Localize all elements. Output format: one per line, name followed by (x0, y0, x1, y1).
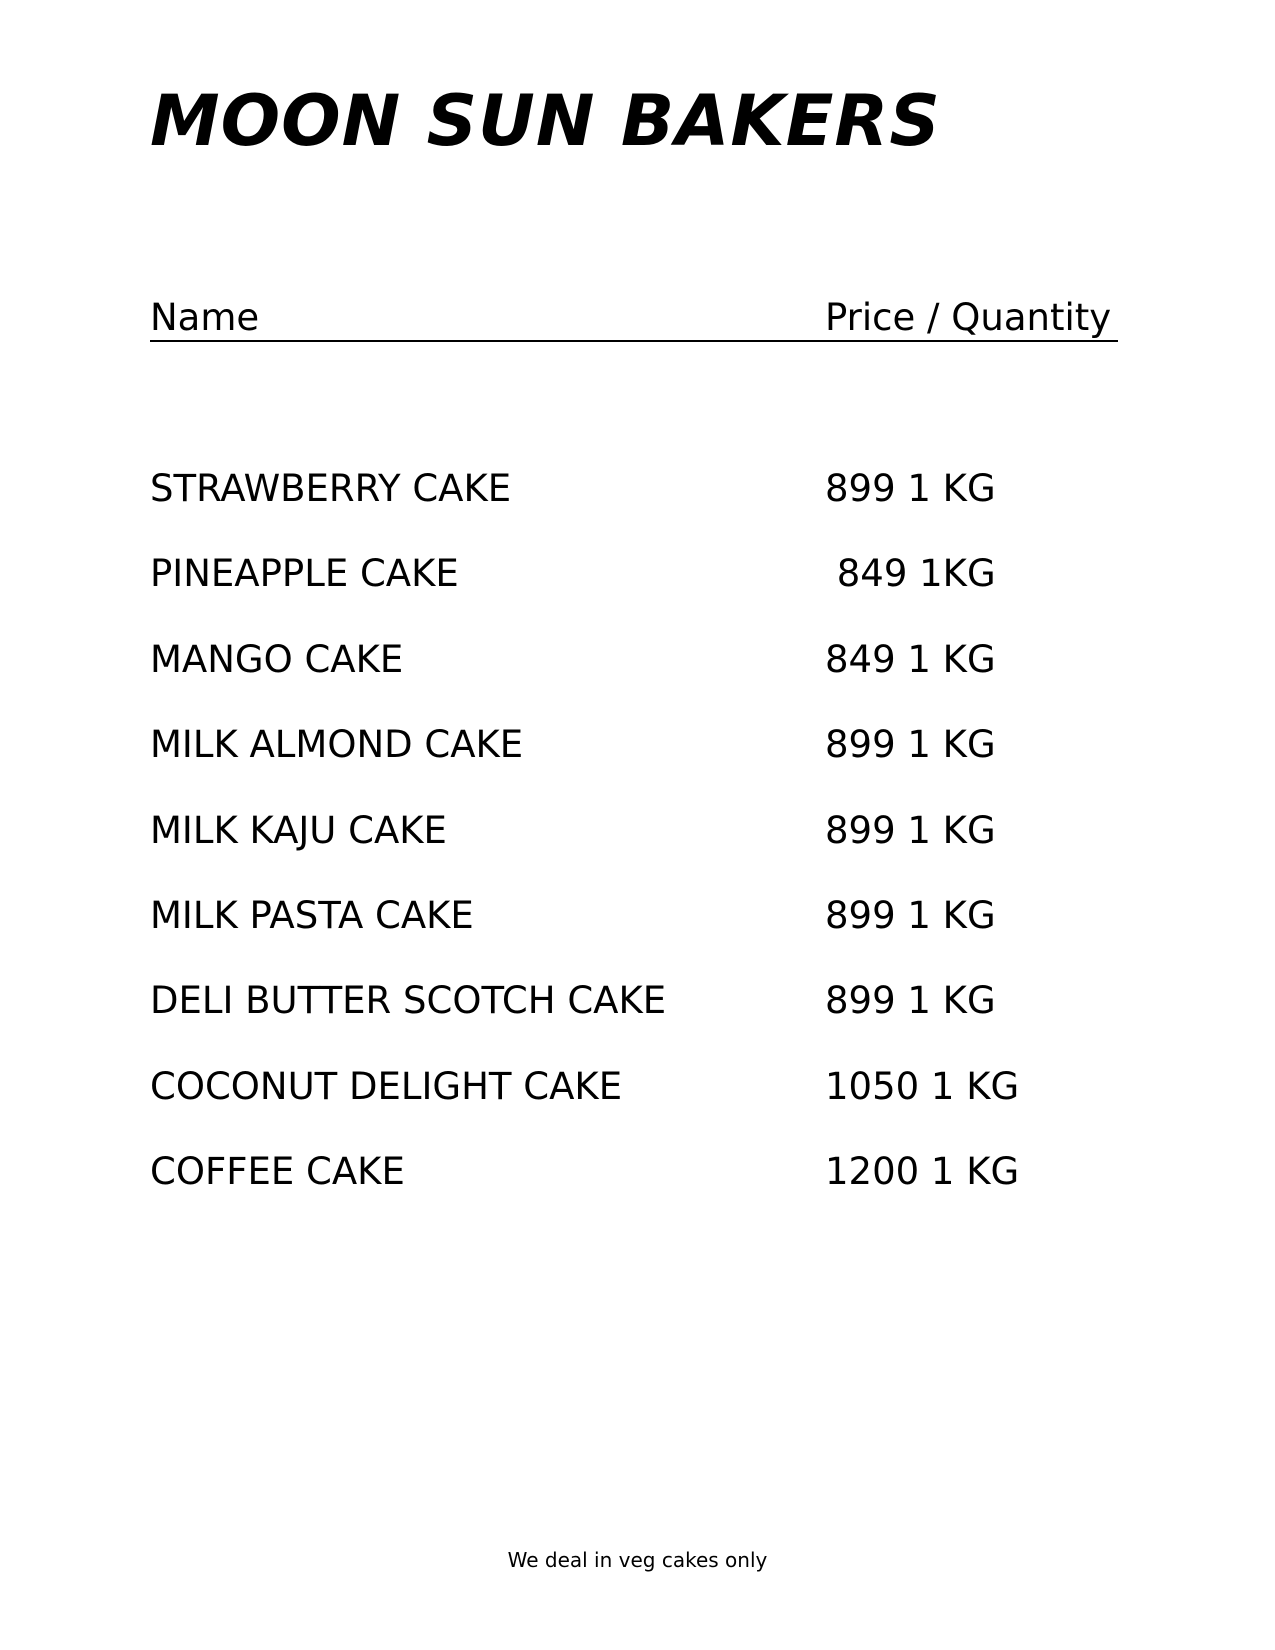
item-name: MILK KAJU CAKE (150, 808, 447, 852)
price-quantity-column-header: Price / Quantity (825, 296, 1112, 339)
item-price-quantity: 1050 1 KG (825, 1064, 1020, 1108)
page-title: MOON SUN BAKERS (150, 80, 941, 162)
item-name: STRAWBERRY CAKE (150, 467, 512, 510)
item-name: DELI BUTTER SCOTCH CAKE (150, 979, 667, 1023)
list-item (150, 977, 1118, 1062)
list-item (150, 721, 1118, 806)
item-price-quantity: 849 1 KG (825, 637, 996, 681)
name-column-header: Name (150, 296, 260, 339)
list-item (150, 807, 1118, 892)
list-item (150, 636, 1118, 721)
list-item (150, 465, 1118, 550)
item-name: COFFEE CAKE (150, 1150, 405, 1194)
item-price-quantity: 899 1 KG (825, 893, 996, 937)
item-name: PINEAPPLE CAKE (150, 552, 459, 596)
item-name: COCONUT DELIGHT CAKE (150, 1064, 623, 1108)
item-price-quantity: 899 1 KG (825, 808, 996, 852)
item-price-quantity: 849 1KG (825, 552, 996, 596)
menu-list (150, 465, 1118, 1234)
item-price-quantity: 899 1 KG (825, 467, 996, 510)
list-item (150, 550, 1118, 635)
list-item (150, 892, 1118, 977)
item-price-quantity: 1200 1 KG (825, 1150, 1020, 1194)
item-name: MILK PASTA CAKE (150, 893, 474, 937)
item-price-quantity: 899 1 KG (825, 979, 996, 1023)
list-item (150, 1148, 1118, 1233)
item-price-quantity: 899 1 KG (825, 723, 996, 767)
menu-header (150, 296, 1118, 342)
item-name: MILK ALMOND CAKE (150, 723, 524, 767)
item-name: MANGO CAKE (150, 637, 404, 681)
list-item (150, 1063, 1118, 1148)
footer-note: We deal in veg cakes only (507, 1548, 768, 1572)
